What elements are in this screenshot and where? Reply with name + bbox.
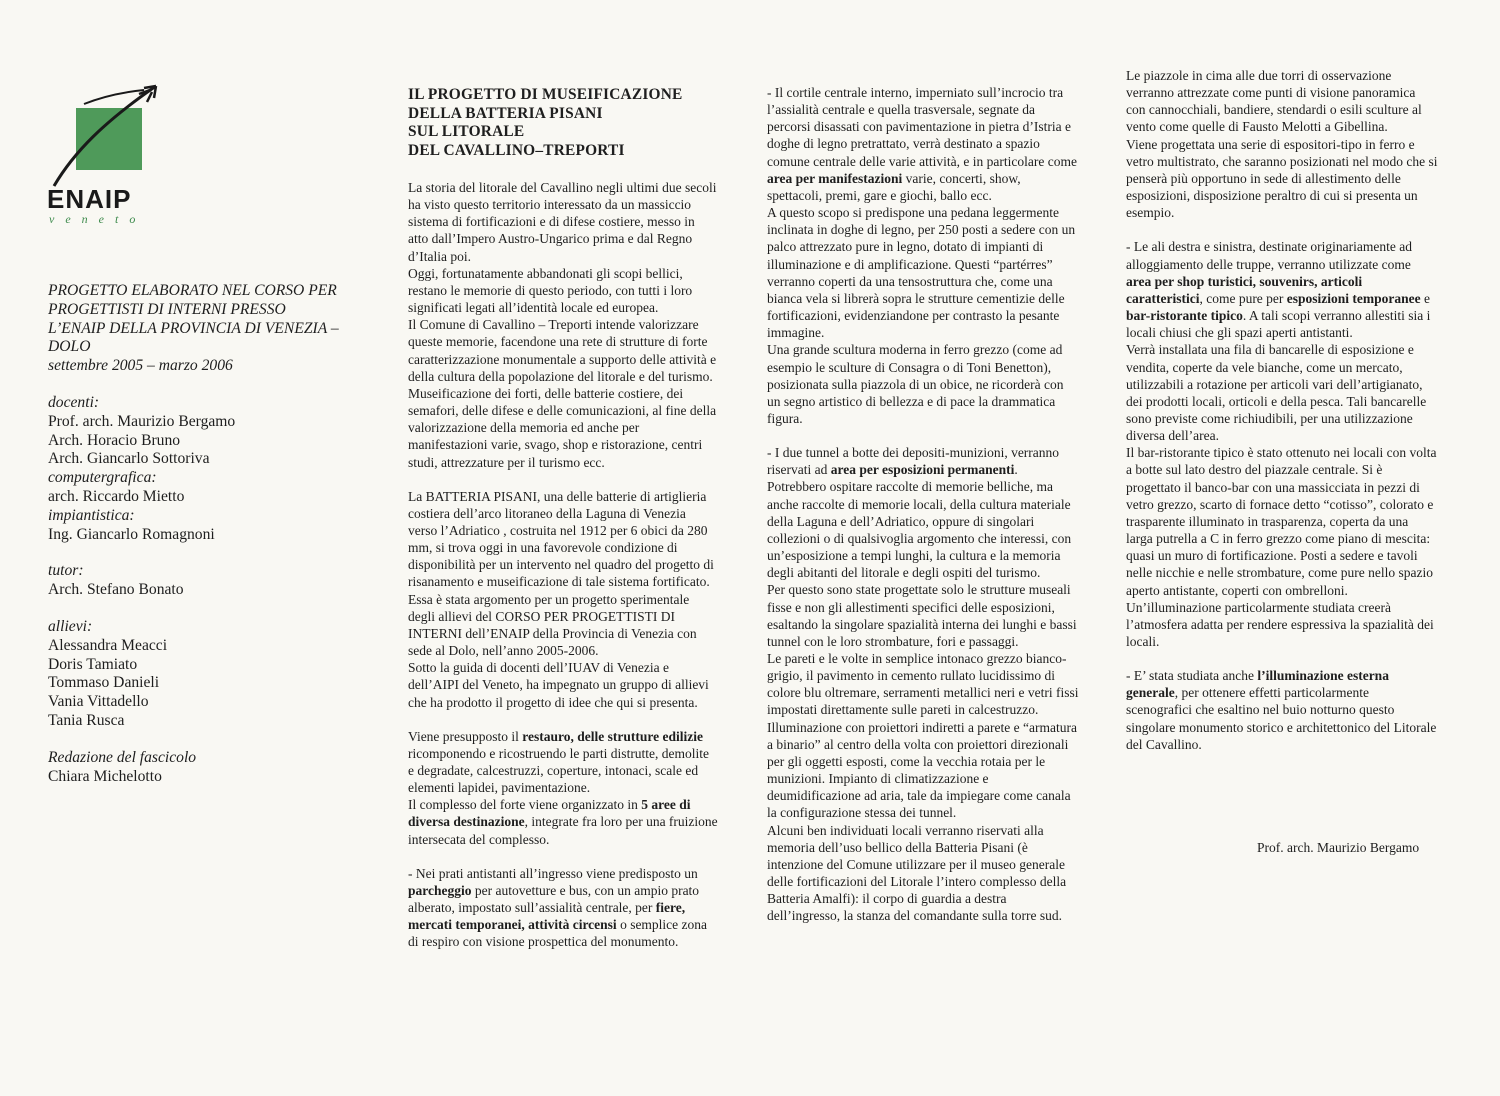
title-line: IL PROGETTO DI MUSEIFICAZIONE: [408, 86, 683, 103]
paragraph: Museificazione dei forti, delle batterie costiere, dei semafori, delle difese e delle comunicazioni, al fine della valorizzazione della memoria ed anche per manifestazioni varie, svago, shop e ristorazione, centri studi, attrezzature per il turismo ecc.: [408, 385, 717, 470]
logo-arrow-icon: [44, 82, 164, 192]
impiantistica-label: impiantistica:: [48, 506, 135, 524]
article-title: [408, 86, 728, 160]
tutor-name: Arch. Stefano Bonato: [48, 581, 184, 599]
project-line: L’ENAIP DELLA PROVINCIA DI VENEZIA –: [48, 319, 339, 337]
title-line: SUL LITORALE: [408, 123, 525, 141]
redazione-label: Redazione del fascicolo: [48, 748, 197, 766]
tutor-label: tutor:: [48, 562, 84, 580]
docente-name: Arch. Horacio Bruno: [48, 431, 181, 449]
enaip-logo: [44, 82, 164, 232]
paragraph: La BATTERIA PISANI, una delle batterie di artiglieria costiera dell’arco litoraneo della Laguna di Venezia verso l’Adriatico , costruita nel 1912 per 6 obici da 280 mm, si trova oggi in una favorevole condizione di disponibilità per un intervento nel quadro del progetto di risanamento e museificazione di tale sistema fortificato.: [408, 488, 714, 590]
project-line: DOLO: [48, 338, 91, 356]
paragraph: - Il cortile centrale interno, imperniato sull’incrocio tra l’assialità centrale e quella trasversale, segnate da percorsi disassati con pavimentazione in pietra d’Istria e doghe di legno pretrattato, verrà destinato a spazio comune centrale delle varie attività, e in particolare come area per manifestazioni varie, concerti, show, spettacoli, premi, gare e giochi, ballo ecc.: [767, 85, 1077, 203]
text-column-3: [767, 84, 1079, 925]
text-column-4: [1126, 67, 1438, 753]
paragraph: Per questo sono state progettate solo le strutture museali fisse e non gli allestimenti specifici delle esposizioni, esaltando la singolare spazialità interna dei lunghi e bassi tunnel con le loro strombature, fori e passaggi.: [767, 582, 1077, 649]
paragraph: Un’illuminazione particolarmente studiata creerà l’atmosfera adatta per rendere espressiva la spazialità dei locali.: [1126, 599, 1434, 649]
impiantistica-name: Ing. Giancarlo Romagnoni: [48, 525, 215, 543]
docente-name: Prof. arch. Maurizio Bergamo: [48, 412, 236, 430]
paragraph: Sotto la guida di docenti dell’IUAV di Venezia e dell’AIPI del Veneto, ha impegnato un gruppo di allievi che ha prodotto il progetto di idee che qui si presenta.: [408, 660, 709, 710]
paragraph: Oggi, fortunatamente abbandonati gli scopi bellici, restano le memorie di questo periodo, con tutti i loro significati legati all’identità locale ed europea.: [408, 265, 693, 316]
redazione-name: Chiara Michelotto: [48, 767, 162, 785]
credits-column: [48, 282, 368, 786]
project-line: PROGETTO ELABORATO NEL CORSO PER: [48, 282, 337, 299]
docente-name: Arch. Giancarlo Sottoriva: [48, 450, 210, 468]
paragraph: Essa è stata argomento per un progetto sperimentale degli allievi del CORSO PER PROGETTISTI DI INTERNI dell’ENAIP della Provincia di Venezia con sede al Dolo, nell’anno 2005-2006.: [408, 591, 697, 659]
paragraph: Le pareti e le volte in semplice intonaco grezzo bianco-grigio, il pavimento in cemento rullato lucidissimo di colore blu oltremare, serramenti metallici neri e vetri fissi impostati direttamente sulle pareti in calcestruzzo. Illuminazione con proiettori indiretti a parete e “armatura a binario” al centro della volta con proiettori direzionali per gli oggetti esposti, come la vecchia rotaia per le munizioni. Impianto di climatizzazione e deumidificazione ad aria, tale da impiegare come canala la configurazione stessa dei tunnel.: [767, 651, 1079, 821]
allievo-name: Doris Tamiato: [48, 655, 138, 673]
docenti-label: docenti:: [48, 393, 100, 411]
paragraph: - Nei prati antistanti all’ingresso viene predisposto un parcheggio per autovetture e bus, con un ampio prato alberato, impostato sull’assialità centrale, per fiere, mercati temporanei, attività circensi o semplice zona di respiro con visione prospettica del monumento.: [408, 865, 708, 950]
allievo-name: Tania Rusca: [48, 711, 125, 729]
paragraph: Viene presupposto il restauro, delle strutture edilizie ricomponendo e ricostruendo le parti distrutte, demolite e degradate, calcestruzzi, coperture, intonaci, scale ed elementi lapidei, pavimentazione.: [408, 728, 710, 796]
logo-word: ENAIP: [47, 184, 132, 214]
paragraph: Il bar-ristorante tipico è stato ottenuto nei locali con volta a botte sul lato destro del piazzale centrale. Si è progettato il banco-bar con una massicciata in pezzi di vetro grezzo, scarto di fornace detto “cotisso”, colorato e trasparente illuminato in trasparenza, coperta da una larga putrella a C in ferro grezzo come piano di mescita: quasi un muro di fortificazione. Posti a sedere e tavoli nelle nicchie e nelle strombature, come pure nello spazio aperto antistante, coperti con ombrelloni.: [1126, 445, 1437, 598]
paragraph: A questo scopo si predispone una pedana leggermente inclinata in doghe di legno, per 250 posti a sedere con un palco attrezzato pure in legno, dotato di impianti di illuminazione e di amplificazione. Questi “partérres” verranno coperti da una tensostruttura che, come una bianca vela si librerà sopra le strutture cementizie delle fortificazioni, evidenziandone per contrasto la pesante immagine.: [767, 205, 1076, 341]
paragraph: - E’ stata studiata anche l’illuminazione esterna generale, per ottenere effetti particolarmente scenografici che esaltino nel buio notturno questo singolare monumento storico e architettonico del Litorale del Cavallino.: [1126, 668, 1437, 752]
paragraph: - I due tunnel a botte dei depositi-munizioni, verranno riservati ad area per esposizioni permanenti.: [767, 445, 1060, 478]
text-column-2: [408, 179, 718, 951]
project-line: PROGETTISTI DI INTERNI PRESSO: [48, 300, 286, 318]
paragraph: La storia del litorale del Cavallino negli ultimi due secoli ha visto questo territorio interessato da un massiccio sistema di fortificazioni e di difese costiere, messo in atto dall’Impero Austro-Ungarico prima e dal Regno d’Italia poi.: [408, 180, 717, 264]
paragraph: Il Comune di Cavallino – Treporti intende valorizzare queste memorie, facendone una rete di strutture di forte caratterizzazione monumentale a supporto delle attività e della cultura della popolazione del litorale e del turismo.: [408, 317, 717, 384]
computergrafica-label: computergrafica:: [48, 469, 157, 487]
allievo-name: Vania Vittadello: [48, 693, 149, 711]
paragraph: Una grande scultura moderna in ferro grezzo (come ad esempio le sculture di Consagra o di Toni Benetton), posizionata sulla piazzola di un obice, ne ricorderà con un segno artistico di bellezza e di pace la drammatica figura.: [767, 342, 1064, 426]
logo-subtitle: veneto: [49, 212, 147, 226]
allievi-label: allievi:: [48, 617, 93, 635]
paragraph: Potrebbero ospitare raccolte di memorie belliche, ma anche raccolte di memorie locali, della cultura materiale della Laguna e dell’Adriatico, oppure di singolari collezioni o di qualsivoglia argomento che interessi, con un’esposizione a tempi lunghi, la cultura e la memoria degli abitanti del litorale e degli ospiti del turismo.: [767, 479, 1072, 581]
allievo-name: Tommaso Danieli: [48, 674, 160, 692]
project-dates: settembre 2005 – marzo 2006: [48, 357, 233, 375]
computergrafica-name: arch. Riccardo Mietto: [48, 487, 185, 505]
paragraph: Verrà installata una fila di bancarelle di esposizione e vendita, coperte da vele bianche, come un mercato, utilizzabili a rotazione per articoli vari dell’artigianato, dei prodotti locali, orticoli e della pesca. Tali bancarelle sono previste come richiudibili, per una utilizzazione diversa dell’area.: [1126, 342, 1427, 444]
paragraph: - Le ali destra e sinistra, destinate originariamente ad alloggiamento delle truppe, verranno utilizzate come area per shop turistici, souvenirs, articoli caratteristici, come pure per esposizioni temporanee e bar-ristorante tipico. A tali scopi verranno allestiti sia i locali chiusi che gli spazi aperti antistanti.: [1126, 239, 1431, 341]
paragraph: Alcuni ben individuati locali verranno riservati alla memoria dell’uso bellico della Batteria Pisani (è intenzione del Comune utilizzare per il museo generale delle fortificazioni del Litorale l’intero complesso della Batteria Amalfi): il corpo di guardia a destra dell’ingresso, la stanza del comandante sulla torre sud.: [767, 822, 1067, 924]
title-line: DEL CAVALLINO–TREPORTI: [408, 141, 625, 159]
allievo-name: Alessandra Meacci: [48, 636, 168, 654]
paragraph: Le piazzole in cima alle due torri di osservazione verranno attrezzate come punti di visione panoramica con cannocchiali, bandiere, stendardi o esili sculture al vento come quelle di Fausto Melotti a Gibellina.: [1126, 68, 1422, 135]
signature: Prof. arch. Maurizio Bergamo: [1257, 840, 1420, 855]
title-line: DELLA BATTERIA PISANI: [408, 104, 603, 122]
paragraph: Il complesso del forte viene organizzato in 5 aree di diversa destinazione, integrate fra loro per una fruizione intersecata del complesso.: [408, 797, 718, 847]
paragraph: Viene progettata una serie di espositori-tipo in ferro e vetro multistrato, che saranno posizionati nel modo che si penserà più opportuno in sede di allestimento delle esposizioni, disposizione peraltro di cui si presenta un esempio.: [1126, 136, 1438, 221]
